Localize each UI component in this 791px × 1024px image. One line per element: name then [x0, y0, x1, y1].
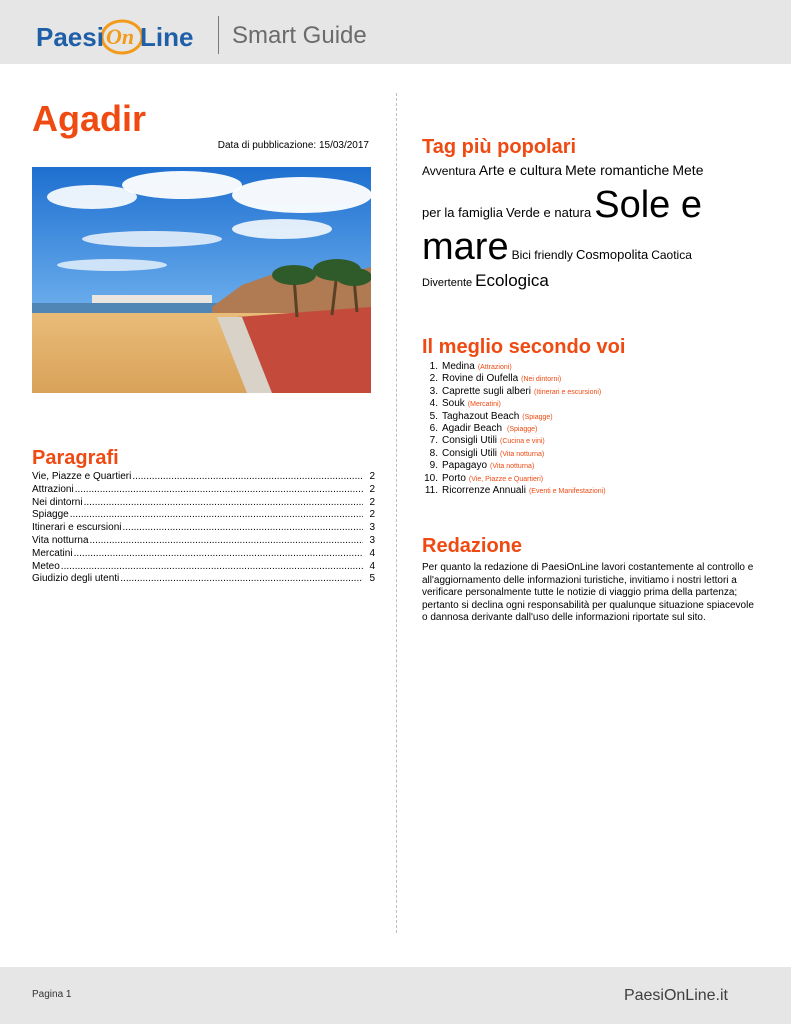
toc-page: 2	[369, 471, 375, 482]
tag-link[interactable]: Sole e	[594, 184, 702, 226]
list-item-name: Rovine di Oufella	[442, 373, 519, 385]
tag-link[interactable]: per la famiglia	[422, 205, 503, 220]
list-number: 3.	[429, 385, 438, 397]
list-number: 7.	[429, 435, 438, 447]
list-number: 11.	[424, 484, 438, 496]
list-number: 9.	[429, 460, 438, 472]
list-number: 1.	[429, 361, 438, 372]
tag-link[interactable]: Ecologica	[475, 271, 549, 290]
list-item-category: (Attrazioni)	[477, 364, 512, 371]
toc-leader	[120, 573, 363, 586]
svg-text:Line: Line	[140, 22, 194, 52]
tag-link[interactable]: Mete	[672, 162, 704, 178]
tag-line	[422, 268, 767, 296]
list-number: 10.	[424, 472, 438, 484]
tag-link[interactable]: Caotica	[651, 248, 692, 262]
toc-label: Vie, Piazze e Quartieri	[32, 471, 132, 482]
list-number: 6.	[429, 422, 438, 434]
toc-leader	[90, 535, 363, 548]
tag-line	[422, 226, 767, 268]
list-item[interactable]	[422, 361, 606, 373]
list-item-name: Ricorrenze Annuali	[442, 484, 526, 496]
table-of-contents	[32, 471, 375, 586]
list-item-category: (Eventi e Manifestazioni)	[528, 487, 606, 495]
toc-label: Nei dintorni	[32, 496, 83, 508]
tag-link[interactable]: Avventura	[422, 164, 476, 178]
list-item-name: Caprette sugli alberi	[442, 385, 531, 397]
tag-link[interactable]: mare	[422, 226, 509, 268]
list-item[interactable]	[422, 373, 606, 385]
toc-leader	[122, 522, 363, 535]
svg-text:Paesi: Paesi	[36, 22, 104, 52]
list-item[interactable]	[422, 423, 606, 435]
list-item[interactable]	[422, 460, 606, 472]
list-item-category: (Vie, Piazze e Quartieri)	[468, 475, 544, 483]
toc-page: 4	[369, 560, 375, 572]
tag-link[interactable]: Arte e cultura	[478, 162, 563, 178]
toc-label: Itinerari e escursioni	[32, 522, 122, 534]
tag-link[interactable]: Divertente	[422, 277, 473, 289]
list-item-name: Porto	[442, 472, 466, 484]
page-title: Agadir	[32, 98, 147, 139]
toc-row[interactable]	[32, 561, 375, 574]
header-divider	[218, 16, 219, 54]
best-heading: Il meglio secondo voi	[422, 336, 626, 358]
list-item-name: Papagayo	[442, 460, 488, 472]
list-item-name: Agadir Beach	[442, 422, 503, 434]
tag-link[interactable]: Mete romantiche	[565, 162, 670, 178]
list-item-name: Taghazout Beach	[442, 410, 520, 422]
list-item-category: (Spiagge)	[522, 413, 553, 421]
toc-row[interactable]	[32, 573, 375, 586]
toc-label: Vita notturna	[32, 534, 89, 546]
list-item-category: (Spiagge)	[505, 425, 538, 433]
toc-label: Attrazioni	[32, 483, 74, 495]
list-number: 5.	[429, 410, 438, 422]
tag-link[interactable]: Verde e natura	[505, 205, 592, 220]
redazione-text: Per quanto la redazione di PaesiOnLine lavori costantemente al controllo e all'aggiornamento delle informazioni turistiche, invitiamo i nostri lettori a verificare personalmente tutte le notizie di viaggio prima della partenza; pertanto si declina ogni responsabilità per qualunque situazione spiacevole o dannosa derivante dall'uso delle informazioni riportate sul sito.	[422, 562, 754, 624]
list-item-category: (Mercatini)	[467, 401, 501, 409]
publication-date: Data di pubblicazione: 15/03/2017	[217, 140, 369, 151]
tag-link[interactable]: Bici friendly	[511, 248, 573, 262]
page-footer	[0, 967, 791, 1024]
list-number: 2.	[429, 373, 438, 385]
toc-label: Meteo	[32, 560, 60, 572]
tag-link[interactable]: Cosmopolita	[575, 247, 649, 262]
toc-leader	[84, 497, 363, 510]
toc-leader	[132, 471, 363, 484]
toc-leader	[75, 484, 363, 497]
toc-row[interactable]	[32, 471, 375, 484]
toc-page: 4	[369, 547, 375, 559]
list-item[interactable]	[422, 398, 606, 410]
list-item[interactable]	[422, 411, 606, 423]
paragrafi-heading: Paragrafi	[32, 447, 119, 469]
list-item[interactable]	[422, 473, 606, 485]
toc-page: 3	[369, 522, 375, 534]
paesionline-logo	[36, 15, 202, 57]
tag-line	[422, 184, 767, 226]
toc-label: Spiagge	[32, 509, 69, 521]
list-item-name: Medina	[442, 361, 475, 372]
svg-text:On: On	[106, 24, 135, 49]
tag-line	[422, 157, 767, 184]
list-number: 4.	[429, 398, 438, 410]
tags-heading: Tag più popolari	[422, 136, 577, 158]
header-subtitle: Smart Guide	[232, 22, 367, 49]
list-item[interactable]	[422, 435, 606, 447]
toc-label: Mercatini	[32, 547, 73, 559]
toc-row[interactable]	[32, 522, 375, 535]
list-item[interactable]	[422, 448, 606, 460]
list-item[interactable]	[422, 485, 606, 497]
agadir-beach-photo	[32, 167, 371, 393]
toc-label: Giudizio degli utenti	[32, 573, 120, 585]
toc-row[interactable]	[32, 535, 375, 548]
list-item-category: (Itinerari e escursioni)	[533, 388, 602, 396]
toc-page: 2	[369, 509, 375, 521]
footer-site-link[interactable]: PaesiOnLine.it	[623, 987, 728, 1004]
list-item-name: Consigli Utili	[442, 435, 498, 447]
toc-page: 2	[369, 496, 375, 508]
tag-cloud	[422, 157, 767, 296]
list-item-category: (Nei dintorni)	[521, 376, 562, 384]
list-item[interactable]	[422, 386, 606, 398]
list-item-category: (Vita notturna)	[500, 450, 545, 458]
toc-leader	[74, 548, 363, 561]
column-divider	[396, 93, 397, 933]
toc-page: 2	[369, 483, 375, 495]
toc-row[interactable]	[32, 484, 375, 497]
toc-leader	[70, 509, 363, 522]
toc-row[interactable]	[32, 509, 375, 522]
toc-row[interactable]	[32, 548, 375, 561]
best-list	[422, 361, 606, 497]
toc-page: 5	[369, 573, 375, 585]
redazione-heading: Redazione	[422, 535, 523, 557]
list-item-category: (Cucina e vini)	[500, 438, 545, 446]
toc-leader	[61, 561, 363, 574]
list-item-name: Consigli Utili	[442, 447, 498, 459]
list-item-category: (Vita notturna)	[490, 463, 535, 471]
toc-row[interactable]	[32, 497, 375, 510]
toc-page: 3	[369, 534, 375, 546]
list-item-name: Souk	[442, 398, 465, 410]
list-number: 8.	[429, 447, 438, 459]
page-number: Pagina 1	[32, 989, 72, 1000]
page-header	[0, 0, 791, 64]
